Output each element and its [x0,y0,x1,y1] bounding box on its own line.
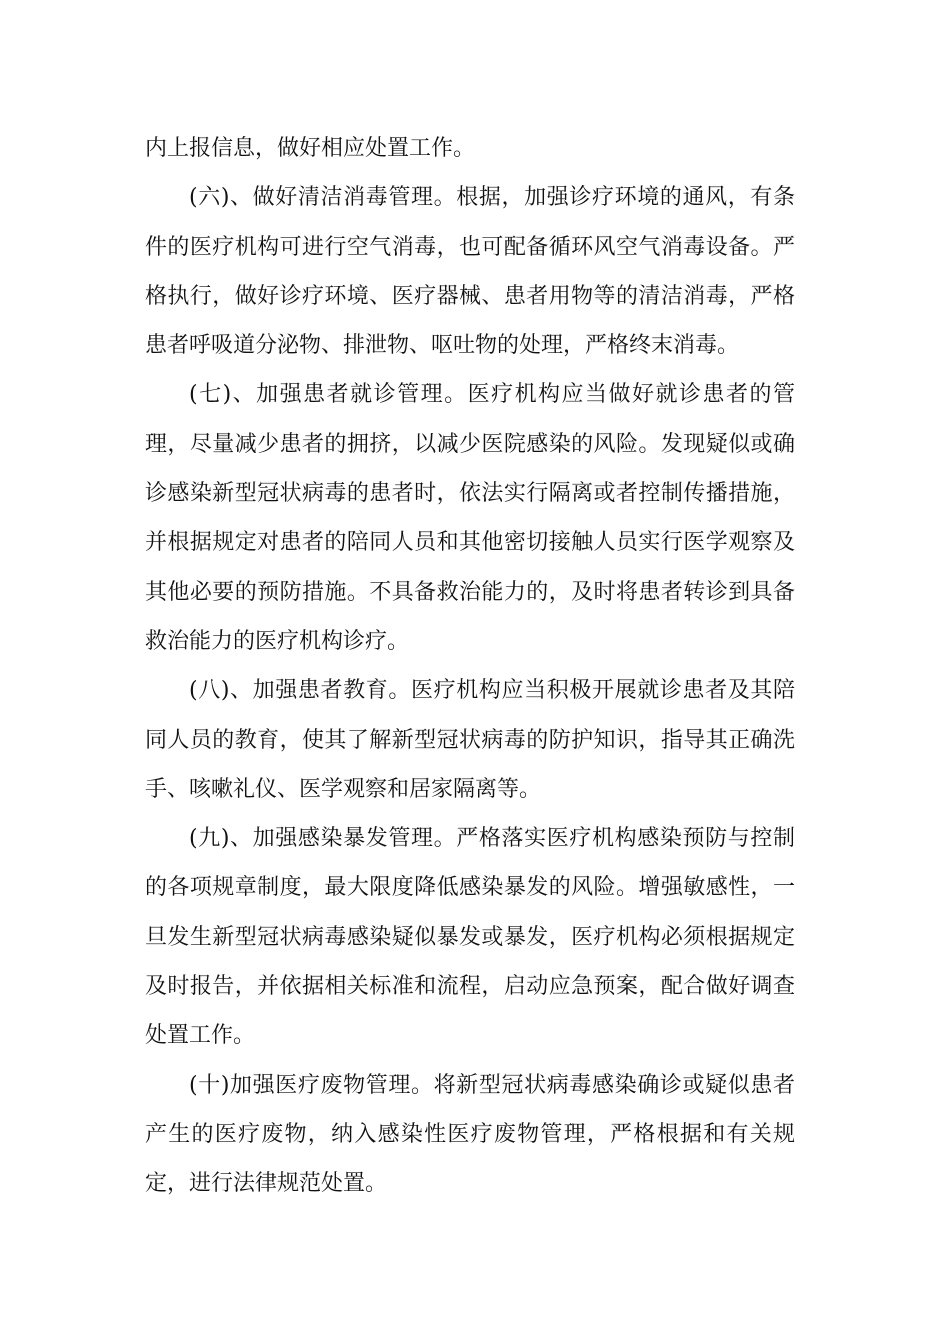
paragraph-patient-visit-management: (七)、加强患者就诊管理。医疗机构应当做好就诊患者的管理，尽量减少患者的拥挤，以减少医院感染的风险。发现疑似或确诊感染新型冠状病毒的患者时，依法实行隔离或者控制传播措施，并根据规定对患者的陪同人员和其他密切接触人员实行医学观察及其他必要的预防措施。不具备救治能力的，及时将患者转诊到具备救治能力的医疗机构诊疗。 [145,382,795,654]
paragraph-continuation: 内上报信息，做好相应处置工作。 [145,136,476,161]
paragraph-cleaning-disinfection: (六)、做好清洁消毒管理。根据，加强诊疗环境的通风，有条件的医疗机构可进行空气消毒，也可配备循环风空气消毒设备。严格执行，做好诊疗环境、医疗器械、患者用物等的清洁消毒，严格患者呼吸道分泌物、排泄物、呕吐物的处理，严格终末消毒。 [145,185,795,359]
document-body [145,124,795,1209]
paragraph-outbreak-management: (九)、加强感染暴发管理。严格落实医疗机构感染预防与控制的各项规章制度，最大限度降低感染暴发的风险。增强敏感性，一旦发生新型冠状病毒感染疑似暴发或暴发，医疗机构必须根据规定及时报告，并依据相关标准和流程，启动应急预案，配合做好调查处置工作。 [145,826,795,1049]
paragraph-patient-education: (八)、加强患者教育。医疗机构应当积极开展就诊患者及其陪同人员的教育，使其了解新型冠状病毒的防护知识，指导其正确洗手、咳嗽礼仪、医学观察和居家隔离等。 [145,678,795,802]
paragraph-medical-waste: (十)加强医疗废物管理。将新型冠状病毒感染确诊或疑似患者产生的医疗废物，纳入感染性医疗废物管理，严格根据和有关规定，进行法律规范处置。 [145,1072,795,1197]
